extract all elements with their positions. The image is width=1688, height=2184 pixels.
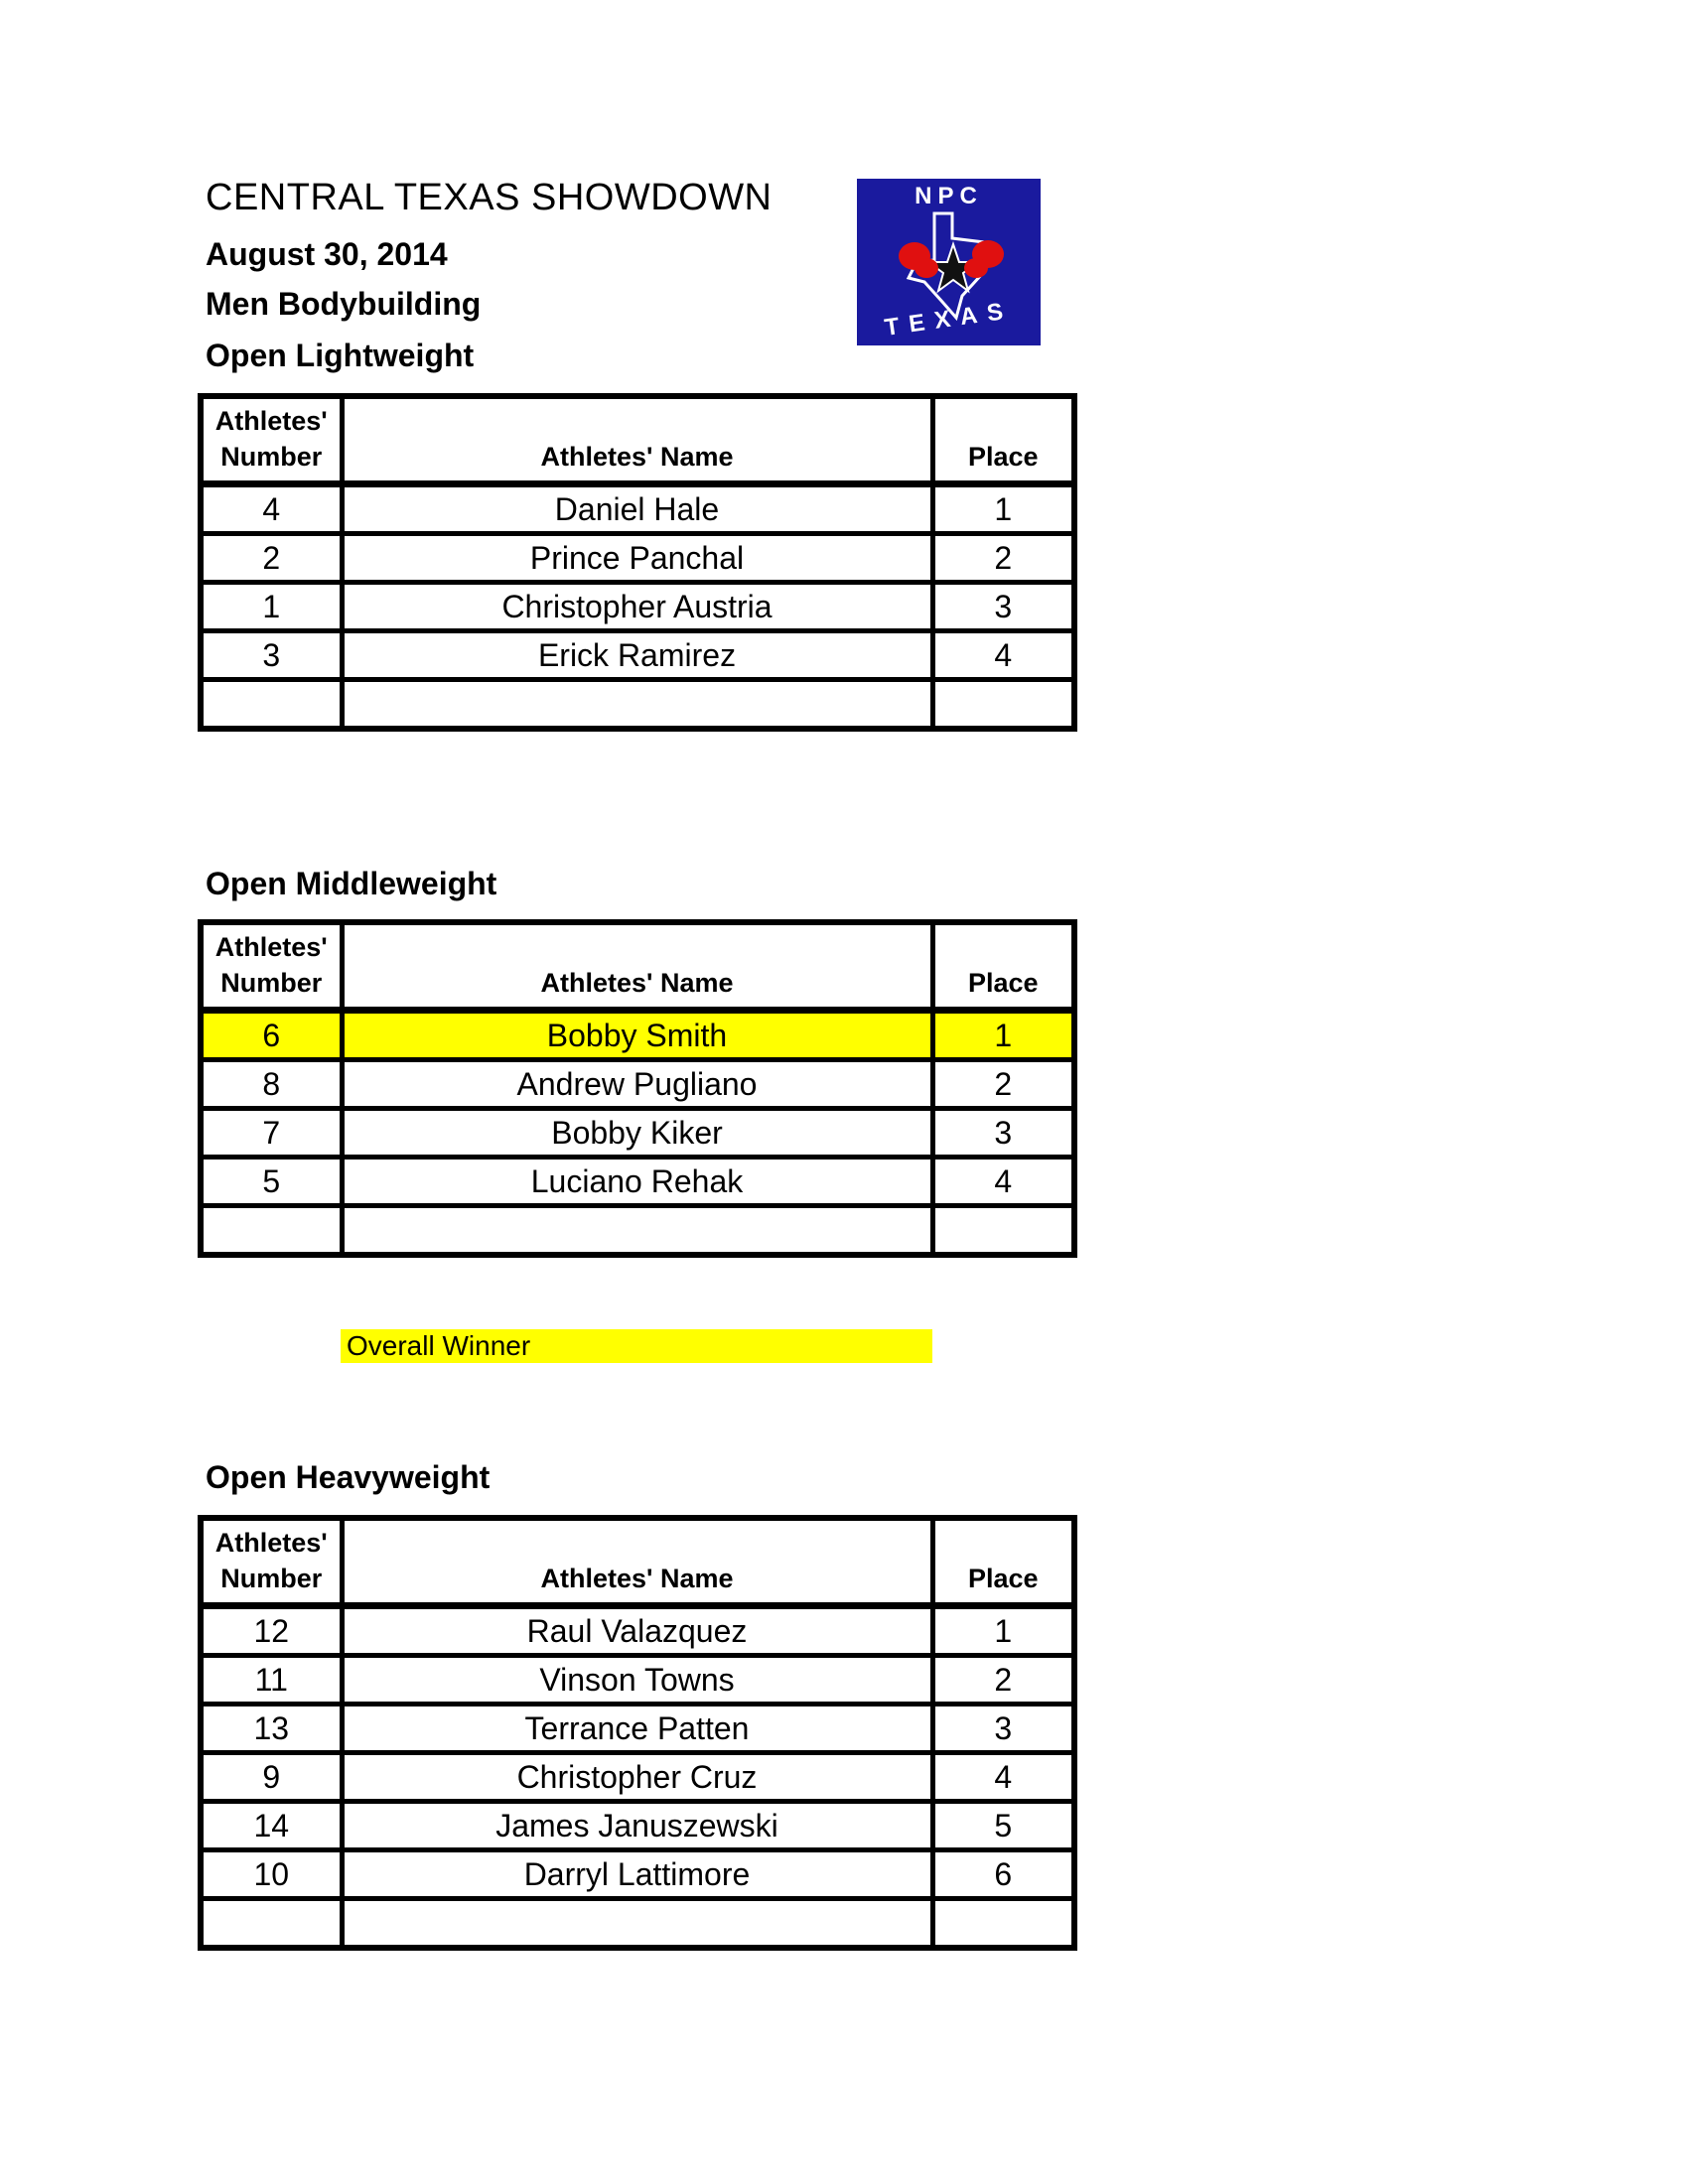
athlete-name: Christopher Austria: [342, 583, 932, 631]
athlete-name: Terrance Patten: [342, 1705, 932, 1753]
npc-texas-logo: [857, 179, 1041, 345]
table-row: [201, 583, 1074, 631]
athlete-number: 11: [201, 1656, 342, 1705]
table-row: [201, 1109, 1074, 1158]
athlete-name: Bobby Smith: [342, 1011, 932, 1060]
table-row: [201, 1158, 1074, 1206]
athlete-name: Raul Valazquez: [342, 1606, 932, 1656]
col-header-number: Athletes' Number: [201, 1518, 342, 1606]
athlete-name: [342, 1899, 932, 1949]
athlete-name: [342, 680, 932, 730]
athlete-number: 14: [201, 1802, 342, 1850]
table-row: [201, 1656, 1074, 1705]
athlete-place: 4: [932, 1753, 1074, 1802]
section-title-middleweight: Open Middleweight: [206, 866, 497, 901]
athlete-place: [932, 1899, 1074, 1949]
athlete-number: 13: [201, 1705, 342, 1753]
athlete-place: 4: [932, 631, 1074, 680]
table-row-overall-winner: [201, 1011, 1074, 1060]
table-row: [201, 1705, 1074, 1753]
table-row-empty: [201, 680, 1074, 730]
table-row: [201, 484, 1074, 534]
athlete-number: 5: [201, 1158, 342, 1206]
athlete-place: [932, 1206, 1074, 1256]
athlete-number: 9: [201, 1753, 342, 1802]
athlete-name: Erick Ramirez: [342, 631, 932, 680]
athlete-name: Luciano Rehak: [342, 1158, 932, 1206]
athlete-name: Darryl Lattimore: [342, 1850, 932, 1899]
athlete-number: 6: [201, 1011, 342, 1060]
table-row: [201, 631, 1074, 680]
athlete-number: 12: [201, 1606, 342, 1656]
table-row-empty: [201, 1899, 1074, 1949]
event-date: August 30, 2014: [206, 236, 448, 272]
section-title-heavyweight: Open Heavyweight: [206, 1459, 491, 1495]
results-table-middleweight: [198, 919, 1077, 1258]
athlete-place: 1: [932, 1011, 1074, 1060]
col-header-name: Athletes' Name: [342, 922, 932, 1011]
overall-winner-legend: Overall Winner: [341, 1329, 932, 1363]
athlete-place: 2: [932, 534, 1074, 583]
table-row-empty: [201, 1206, 1074, 1256]
athlete-place: 1: [932, 1606, 1074, 1656]
col-header-name: Athletes' Name: [342, 1518, 932, 1606]
athlete-place: 5: [932, 1802, 1074, 1850]
table-row: [201, 534, 1074, 583]
athlete-place: 3: [932, 1705, 1074, 1753]
athlete-name: Bobby Kiker: [342, 1109, 932, 1158]
athlete-place: 2: [932, 1060, 1074, 1109]
athlete-number: 8: [201, 1060, 342, 1109]
athlete-name: James Januszewski: [342, 1802, 932, 1850]
athlete-name: Daniel Hale: [342, 484, 932, 534]
col-header-name: Athletes' Name: [342, 396, 932, 484]
athlete-number: [201, 680, 342, 730]
athlete-number: [201, 1899, 342, 1949]
athlete-name: Vinson Towns: [342, 1656, 932, 1705]
logo-text-bottom: TEXAS: [883, 297, 1015, 341]
athlete-place: 1: [932, 484, 1074, 534]
col-header-number: Athletes' Number: [201, 922, 342, 1011]
athlete-place: 2: [932, 1656, 1074, 1705]
athlete-place: 6: [932, 1850, 1074, 1899]
col-header-place: Place: [932, 396, 1074, 484]
athlete-place: 4: [932, 1158, 1074, 1206]
athlete-number: 2: [201, 534, 342, 583]
section-title-lightweight: Open Lightweight: [206, 338, 475, 373]
table-row: [201, 1850, 1074, 1899]
table-row: [201, 1606, 1074, 1656]
results-table-lightweight: [198, 393, 1077, 732]
athlete-number: [201, 1206, 342, 1256]
page-title: CENTRAL TEXAS SHOWDOWN: [206, 177, 773, 218]
col-header-place: Place: [932, 1518, 1074, 1606]
athlete-number: 3: [201, 631, 342, 680]
athlete-place: 3: [932, 583, 1074, 631]
athlete-place: [932, 680, 1074, 730]
col-header-number: Athletes' Number: [201, 396, 342, 484]
athlete-place: 3: [932, 1109, 1074, 1158]
athlete-number: 7: [201, 1109, 342, 1158]
table-row: [201, 1060, 1074, 1109]
athlete-name: Christopher Cruz: [342, 1753, 932, 1802]
results-table-heavyweight: [198, 1515, 1077, 1951]
division-title: Men Bodybuilding: [206, 286, 482, 322]
athlete-number: 10: [201, 1850, 342, 1899]
athlete-number: 4: [201, 484, 342, 534]
athlete-name: Prince Panchal: [342, 534, 932, 583]
col-header-place: Place: [932, 922, 1074, 1011]
athlete-name: [342, 1206, 932, 1256]
table-row: [201, 1802, 1074, 1850]
table-row: [201, 1753, 1074, 1802]
athlete-number: 1: [201, 583, 342, 631]
athlete-name: Andrew Pugliano: [342, 1060, 932, 1109]
logo-text-top: NPC: [914, 183, 983, 209]
